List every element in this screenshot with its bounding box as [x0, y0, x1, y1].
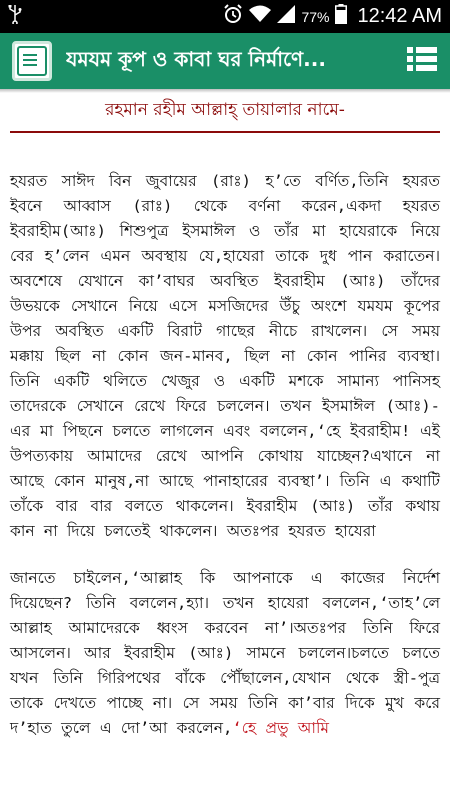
menu-button[interactable] [404, 43, 440, 79]
app-title: যমযম কূপ ও কাবা ঘর নির্মাণে... [66, 46, 326, 71]
list-menu-icon [407, 46, 437, 76]
signal-icon [277, 5, 295, 28]
usb-icon [8, 4, 22, 29]
app-bar-shadow [0, 89, 450, 93]
article-paragraph-1: হযরত সাঈদ বিন জুবায়ের (রাঃ) হ’তে বর্ণিত,তিনি হযরত ইবনে আব্বাস (রাঃ) থেকে বর্ণনা করেন,একদা হযরত ইবরাহীম(আঃ) শিশুপুত্র ইসমাঈল ও তাঁর মা হাযেরাকে নিয়ে বের হ’লেন এমন অবস্থায় যে,হাযেরা তাকে দুধ পান করাতেন। অবশেষে যেখানে কা’বাঘর অবস্থিত ইবরাহীম (আঃ) তাঁদের উভয়কে সেখানে নিয়ে এসে মসজিদের উঁচু অংশে যমযম কূপের উপর অবস্থিত একটি বিরাট গাছের নীচে রাখলেন। সে সময় মক্কায় ছিল না কোন জন-মানব, ছিল না কোন পানির ব্যবস্থা। তিনি একটি থলিতে খেজুর ও একটি মশকে সামান্য পানিসহ তাদেরকে সেখানে রেখে ফিরে চললেন। তখন ইসমাঈল (আঃ)-এর মা পিছনে চলতে লাগলেন এবং বললেন,‘হে ইবরাহীম! এই উপত্যকায় আমাদের রেখে আপনি কোথায় যাচ্ছেন?এখানে না আছে কোন মানুষ,না আছে পানাহারের ব্যবস্থা’। তিনি এ কথাটি তাঁকে বার বার বলতে থাকলেন। ইবরাহীম (আঃ) তাঁর কথায় কান না দিয়ে চলতেই থাকলেন। অতঃপর হযরত হাযেরা [10, 172, 440, 540]
bismillah-heading: রহমান রহীম আল্লাহ্ তায়ালার নামে- [10, 97, 440, 133]
battery-icon [335, 4, 347, 29]
status-bar [0, 0, 450, 33]
battery-percent: 77% [301, 8, 330, 25]
paragraph-2-text: জানতে চাইলেন,‘আল্লাহ কি আপনাকে এ কাজের নির্দেশ দিয়েছেন? তিনি বললেন,হ্যা। তখন হাযেরা বললেন,‘তাহ’লে আল্লাহ আমাদেরকে ধ্বংস করবেন না’।অতঃপর তিনি ফিরে আসলেন। আর ইবরাহীম (আঃ) সামনে চললেন।চলতে চলতে যখন তিনি গিরিপথের বাঁকে পৌঁছালেন,যেখান থেকে স্ত্রী-পুত্র তাকে দেখতে পাচ্ছে না। সে সময় তিনি কা’বার দিকে মুখ করে দ’হাত তুলে এ দো’আ করলেন, [10, 569, 440, 737]
app-bar [0, 33, 450, 89]
alarm-icon [223, 4, 243, 29]
highlighted-quote: ‘হে প্রভু আমি [232, 719, 330, 737]
status-time: 12:42 AM [357, 5, 442, 27]
wifi-icon [249, 5, 271, 28]
book-logo-icon[interactable] [12, 41, 52, 81]
article-paragraph-2 [10, 566, 440, 741]
article-content [0, 97, 450, 741]
